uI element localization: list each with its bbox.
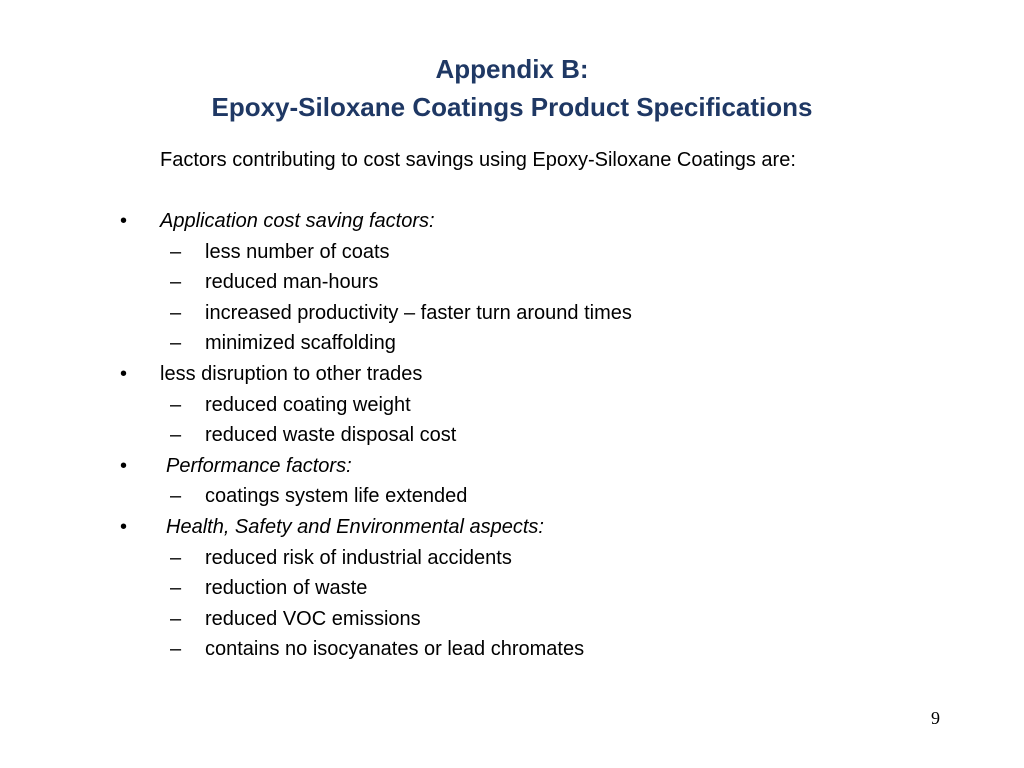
bullet-item: [0, 451, 1024, 482]
dash-marker: –: [170, 301, 182, 324]
sub-item-text: reduced coating weight: [205, 393, 411, 416]
bullet-heading-application: Application cost saving factors:: [160, 210, 435, 232]
dash-marker: –: [170, 607, 182, 630]
sub-item-text: reduced VOC emissions: [205, 607, 421, 630]
bullet-marker: •: [120, 454, 128, 477]
sub-item-text: less number of coats: [205, 240, 390, 263]
sub-item: [0, 390, 1024, 421]
dash-marker: –: [170, 638, 182, 661]
dash-marker: –: [170, 393, 182, 416]
bullet-marker: •: [120, 515, 128, 538]
sub-item-text: minimized scaffolding: [205, 332, 396, 355]
bullet-marker: •: [120, 210, 128, 232]
dash-marker: –: [170, 271, 182, 294]
dash-marker: –: [170, 546, 182, 569]
sub-item-text: reduced risk of industrial accidents: [205, 546, 512, 569]
dash-marker: –: [170, 424, 182, 447]
dash-marker: –: [170, 240, 182, 263]
sub-item-text: reduction of waste: [205, 577, 368, 600]
sub-item: [0, 634, 1024, 665]
bullet-marker: •: [120, 362, 128, 385]
sub-item: [0, 267, 1024, 298]
title-line-2: Epoxy-Siloxane Coatings Product Specifications: [211, 92, 813, 122]
bullet-item: [0, 512, 1024, 543]
bullet-heading-disruption: less disruption to other trades: [160, 362, 423, 385]
sub-item: [0, 481, 1024, 512]
bullet-item: [0, 206, 1024, 237]
sub-item-text: reduced waste disposal cost: [205, 424, 457, 447]
dash-marker: –: [170, 485, 182, 508]
bullet-heading-performance: Performance factors:: [166, 454, 352, 477]
sub-item-text: increased productivity – faster turn around times: [205, 301, 632, 324]
page-number: 9: [931, 708, 940, 728]
intro-text: Factors contributing to cost savings using Epoxy-Siloxane Coatings are:: [160, 149, 796, 171]
dash-marker: –: [170, 332, 182, 355]
slide-title: [0, 50, 1024, 126]
sub-item: [0, 298, 1024, 329]
sub-item-text: contains no isocyanates or lead chromates: [205, 638, 585, 661]
sub-item: [0, 420, 1024, 451]
bullet-heading-hse: Health, Safety and Environmental aspects:: [166, 515, 544, 538]
sub-item-text: reduced man-hours: [205, 271, 379, 294]
sub-item: [0, 328, 1024, 359]
bullet-list: [0, 206, 1024, 665]
sub-item: [0, 237, 1024, 268]
sub-item: [0, 543, 1024, 574]
title-line-1: Appendix B:: [435, 54, 589, 84]
sub-item: [0, 604, 1024, 635]
dash-marker: –: [170, 577, 182, 600]
sub-item-text: coatings system life extended: [205, 485, 468, 508]
sub-item: [0, 573, 1024, 604]
bullet-item: [0, 359, 1024, 390]
